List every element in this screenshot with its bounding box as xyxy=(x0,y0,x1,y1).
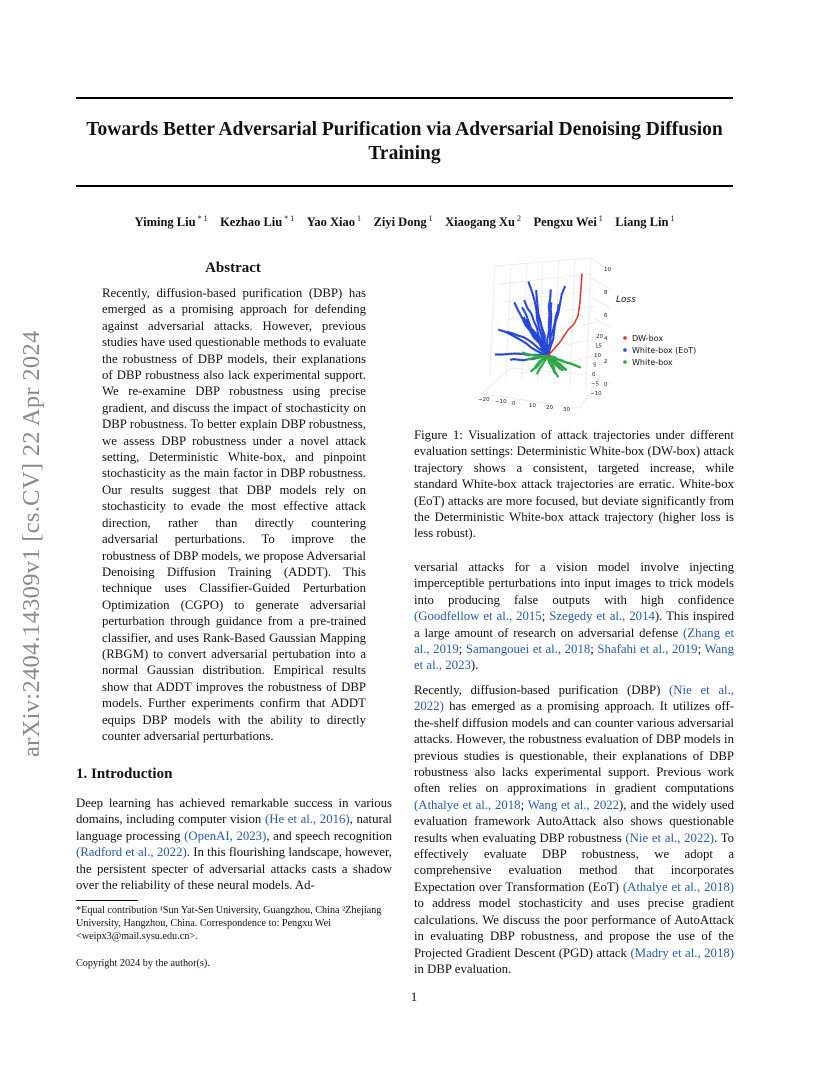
paragraph-text: ). xyxy=(470,658,479,673)
author-affiliation: 1 xyxy=(668,214,675,223)
abstract-heading: Abstract xyxy=(205,260,261,276)
title-rule xyxy=(76,185,733,187)
copyright-notice: Copyright 2024 by the author(s). xyxy=(76,958,210,969)
citation-link[interactable]: (Nie et al., 2022) xyxy=(625,830,715,845)
legend-marker xyxy=(623,360,627,364)
legend-label: White-box (EoT) xyxy=(632,346,697,355)
author-name: Xiaogang Xu xyxy=(445,215,515,230)
legend-label: DW-box xyxy=(632,334,664,343)
x-tick-label: 30 xyxy=(563,407,570,413)
y-tick-label: 10 xyxy=(594,353,601,359)
z-tick-label: 2 xyxy=(604,359,608,365)
author-affiliation: * 1 xyxy=(282,214,295,223)
y-tick-label: 20 xyxy=(596,334,603,340)
footnote-affiliations: *Equal contribution ¹Sun Yat-Sen University, Guangzhou, China ²Zhejiang University, Hangzhou, China. Correspondence to: Pengxu Wei <weipx3@mail.sysu.edu.cn>. xyxy=(76,905,382,942)
citation-link[interactable]: (Madry et al., 2018) xyxy=(630,945,735,960)
citation-link[interactable]: (Goodfellow et al., 2015 xyxy=(414,609,542,624)
figure-1-chart xyxy=(470,258,740,418)
y-tick-label: 15 xyxy=(595,343,602,350)
paragraph-text: Recently, diffusion-based purification (DBP) xyxy=(414,683,670,697)
citation-link[interactable]: (OpenAI, 2023) xyxy=(184,828,267,843)
paragraph-text: , and speech recognition xyxy=(266,828,392,843)
paragraph-text: ; xyxy=(458,642,466,657)
grid-line xyxy=(591,278,610,289)
chart-legend xyxy=(623,334,696,367)
abstract-text: Recently, diffusion-based purification (DBP) has emerged as a promising approach for defending against adversarial attacks. However, previous studies have used questionable methods to evaluate the robustness of DBP models, their explanations of DBP robustness also lack experimental support. We re-examine DBP robustness using precise gradient, and discuss the impact of stochasticity on DBP robustness. To better explain DBP robustness, we assess DBP robustness under a novel attack setting, Deterministic White-box, and pinpoint stochasticity as the main factor in DBP robustness. Our results suggest that DBP models rely on stochasticity to evade the most effective attack direction, rather than directly countering adversarial perturbations. To improve the robustness of DBP models, we propose Adversarial Denoising Diffusion Training (ADDT). This technique uses Classifier-Guided Perturbation Optimization (CGPO) to generate adversarial perturbation through guidance from a pre-trained classifier, and uses Rank-Based Gaussian Mapping (RBGM) to convert adversarial pertubation into a normal Gaussian distribution. Empirical results show that ADDT improves the robustness of DBP models. Further experiments confirm that ADDT equips DBP models with the ability to directly counter adversarial perturbations. xyxy=(102,286,366,743)
x-tick-label: −10 xyxy=(495,399,507,405)
right-paragraph-1 xyxy=(414,559,734,674)
grid-line xyxy=(595,358,610,365)
y-tick-label: −5 xyxy=(591,381,600,388)
author-name: Ziyi Dong xyxy=(373,215,427,230)
grid-line xyxy=(490,266,495,376)
author-name: Pengxu Wei xyxy=(533,215,597,230)
z-tick-label: 10 xyxy=(604,267,611,273)
citation-link[interactable]: Shafahi et al., 2019 xyxy=(597,642,698,657)
z-axis-label: Loss xyxy=(616,295,636,305)
paragraph-text: to address model stochasticity and uses precise gradient calculations. We discuss the poor performance of AutoAttack in evaluating DBP robustness, and propose the use of the Projected Gradient Descent (PGD) attack xyxy=(414,896,734,960)
paragraph-text: . In this flourishing landscape, however, the persistent specter of adversarial attacks casts a shadow over the reliability of these neural models. Ad- xyxy=(76,845,392,893)
paper-title: Towards Better Adversarial Purification via Adversarial Denoising Diffusion Training xyxy=(86,119,723,164)
citation-link[interactable]: Wang et al., 2023 xyxy=(414,642,734,673)
figure-caption: Figure 1: Visualization of attack trajectories under different evaluation settings: Deterministic White-box (DW-box) attack trajectory shows a consistent, targeted increase, while standard White-box attack trajectories are erratic. White-box (EoT) attacks are more focused, but deviate significantly from the Deterministic White-box attack trajectory (higher loss is less robust). xyxy=(414,428,734,541)
paragraph-text: , natural language processing xyxy=(76,812,392,843)
author-affiliation: 1 xyxy=(426,214,433,223)
paragraph-text: Deep learning has achieved remarkable success in various domains, including computer vision xyxy=(76,796,392,827)
paragraph-text: has emerged as a promising approach. It utilizes off-the-shelf diffusion models and can counter various adversarial attacks. However, the robustness evaluation of DBP models in previous studies is questionable, their explanations of DBP robustness also lacks experimental support. Previous work often relies on approximations in gradient computations xyxy=(414,699,734,796)
citation-link[interactable]: (Radford et al., 2022) xyxy=(76,845,187,860)
paragraph-text: . To effectively evaluate DBP robustness, we adopt a comprehensive evaluation method that incorporates Expectation over Transformation (EoT) xyxy=(414,830,735,894)
paragraph-text: in DBP evaluation. xyxy=(414,961,512,976)
page-number: 1 xyxy=(410,990,418,1004)
citation-link[interactable]: (Nie et al., 2022) xyxy=(414,683,735,714)
author-name: Yao Xiao xyxy=(306,215,356,230)
author-affiliation: 1 xyxy=(355,214,362,223)
citation-link[interactable]: (Zhang et al., 2019 xyxy=(414,625,734,657)
citation-link[interactable]: Wang et al., 2022 xyxy=(527,797,620,812)
legend-marker xyxy=(623,348,627,352)
z-tick-label: 6 xyxy=(604,313,608,319)
chart-trajectories xyxy=(496,274,582,376)
author-name: Yiming Liu xyxy=(134,215,196,230)
author-affiliation: * 1 xyxy=(195,214,208,223)
citation-link[interactable]: (Athalye et al., 2018 xyxy=(414,797,521,812)
section-heading: 1. Introduction xyxy=(76,766,173,782)
y-tick-label: 0 xyxy=(592,372,596,378)
paragraph-text: versarial attacks for a vision model involve injecting imperceptible perturbations into input images to trick models into producing false outputs with high confidence xyxy=(414,560,734,607)
x-tick-label: −20 xyxy=(478,397,490,403)
right-paragraph-2 xyxy=(414,682,734,977)
intro-paragraph xyxy=(76,795,392,893)
paragraph-text: ; xyxy=(520,797,528,812)
footnote-rule xyxy=(76,900,138,901)
y-tick-label: 5 xyxy=(593,362,597,369)
legend-marker xyxy=(623,336,627,340)
grid-line xyxy=(499,274,592,284)
y-tick-label: −10 xyxy=(590,391,602,397)
paragraph-text: ), and the widely used evaluation framework AutoAttack also shows questionable results when evaluating DBP robustness xyxy=(414,797,735,845)
grid-line xyxy=(506,265,511,378)
arxiv-stamp: arXiv:2404.14309v1 [cs.CV] 22 Apr 2024 xyxy=(18,330,45,757)
paragraph-text: ). This inspired a large amount of research on adversarial defense xyxy=(414,609,734,640)
author-name: Liang Lin xyxy=(615,215,669,230)
paragraph-text: ; xyxy=(590,642,598,657)
paragraph-text: ; xyxy=(541,609,550,624)
grid-line xyxy=(495,258,590,266)
author-affiliation: 2 xyxy=(514,214,521,223)
citation-link[interactable]: Szegedy et al., 2014 xyxy=(549,609,655,624)
x-tick-label: 0 xyxy=(512,401,516,407)
citation-link[interactable]: (He et al., 2016) xyxy=(264,812,350,827)
paragraph-text: ; xyxy=(697,642,705,657)
x-tick-label: 10 xyxy=(529,403,536,409)
citation-link[interactable]: (Athalye et al., 2018) xyxy=(622,879,735,894)
citation-link[interactable]: Samangouei et al., 2018 xyxy=(465,642,591,657)
author-name: Kezhao Liu xyxy=(220,215,283,230)
legend-label: White-box xyxy=(632,358,673,367)
z-tick-label: 4 xyxy=(604,336,608,342)
x-tick-label: 20 xyxy=(546,405,553,411)
top-rule xyxy=(76,97,733,99)
grid-line xyxy=(586,258,591,388)
author-list xyxy=(76,214,733,230)
author-affiliation: 1 xyxy=(596,214,603,223)
z-tick-label: 8 xyxy=(604,290,608,296)
z-tick-label: 0 xyxy=(604,382,608,388)
